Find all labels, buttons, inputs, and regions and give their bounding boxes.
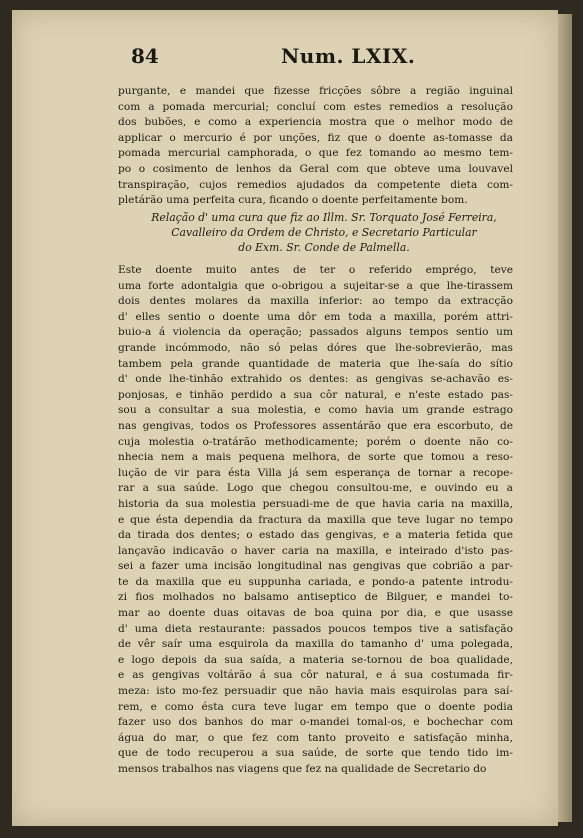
- text-line: que de todo recuperou a sua saúde, de sorte que tendo tido im-: [118, 747, 513, 760]
- text-line: rem, e como ésta cura teve lugar em tempo que o doente podia: [118, 700, 513, 713]
- body-paragraph: [118, 263, 513, 778]
- intro-paragraph: [118, 84, 513, 209]
- text-line: transpiração, cujos remedios ajudados da competente dieta com-: [118, 178, 513, 191]
- text-line: d' uma dieta restaurante: passados poucos tempos tive a satisfação: [118, 622, 513, 635]
- text-line: applicar o mercurio é por unções, fiz que o doente as-tomasse da: [118, 131, 513, 144]
- text-line: e que ésta dependia da fractura da maxilla que teve lugar no tempo: [118, 513, 513, 526]
- text-line: água do mar, o que fez com tanto proveito e satisfação minha,: [118, 731, 513, 744]
- text-line: pomada mercurial camphorada, o que fez tomando ao mesmo tem-: [118, 147, 513, 160]
- text-line: zi fios molhados no balsamo antiseptico de Bilguer, e mandei to-: [118, 591, 513, 604]
- page-number: 84: [131, 44, 159, 68]
- text-line: nas gengivas, todos os Professores assentárão que era escorbuto, de: [118, 419, 513, 432]
- text-line: grande incómmodo, não só pelas dóres que lhe-sobrevierão, mas: [118, 341, 513, 354]
- text-line: mensos trabalhos nas viagens que fez na qualidade de Secretario do: [118, 763, 487, 775]
- heading-line: Relação d' uma cura que fiz ao Illm. Sr. Torquato José Ferreira,: [151, 211, 497, 224]
- text-line: lançavão indicavão o haver caria na maxilla, e inteirado d'isto pas-: [118, 544, 513, 557]
- text-line: Este doente muito antes de ter o referido emprégo, teve: [118, 264, 513, 276]
- page-header: [131, 44, 511, 72]
- text-line: dois dentes molares da maxilla inferior: ao tempo da extracção: [118, 295, 513, 308]
- text-line: meza: isto mo-fez persuadir que não havia mais esquirolas para saí-: [118, 685, 513, 698]
- text-line: e as gengivas voltárão á sua côr natural, e á sua costumada fir-: [118, 669, 513, 682]
- text-line: sei a fazer uma incisão longitudinal nas gengivas que cobrião a par-: [118, 560, 513, 573]
- text-line: po o cosimento de lenhos da Geral com que obteve uma louvavel: [118, 162, 513, 175]
- text-line: rar a sua saúde. Logo que chegou consultou-me, e ouvindo eu a: [118, 482, 513, 495]
- text-line: purgante, e mandei que fizesse fricções sôbre a região inguinal: [118, 85, 513, 97]
- text-line: uma forte adontalgia que o-obrigou a sujeitar-se a que lhe-tirassem: [118, 279, 513, 292]
- text-line: nhecia nem a mais pequena melhora, de sorte que tomou a reso-: [118, 451, 513, 464]
- book-page-edge: [558, 14, 572, 822]
- text-line: fazer uso dos banhos do mar o-mandei tomal-os, e bochechar com: [118, 716, 513, 729]
- text-line: dos bubões, e como a experiencia mostra que o melhor modo de: [118, 116, 513, 129]
- text-line: tambem pela grande quantidade de materia que lhe-saía do sítio: [118, 357, 513, 370]
- heading-line: do Exm. Sr. Conde de Palmella.: [238, 241, 410, 254]
- text-line: de vêr saír uma esquirola da maxilla do tamanho d' uma polegada,: [118, 638, 513, 651]
- issue-title: Num. LXIX.: [281, 44, 416, 68]
- text-line: da tirada dos dentes; o estado das gengivas, e a materia fetida que: [118, 529, 513, 542]
- relacao-heading: [130, 210, 518, 255]
- text-line: sou a consultar a sua molestia, e como havia um grande estrago: [118, 404, 513, 417]
- text-line: te da maxilla que eu suppunha cariada, e pondo-a patente introdu-: [118, 575, 513, 588]
- text-line: com a pomada mercurial; concluí com estes remedios a resolução: [118, 100, 513, 113]
- text-line: buio-a á violencia da operação; passados alguns tempos sentio um: [118, 326, 513, 339]
- heading-line: Cavalleiro da Ordem de Christo, e Secretario Particular: [171, 226, 477, 239]
- text-line: ponjosas, e tinhão perdido a sua côr natural, e n'este estado pas-: [118, 388, 513, 401]
- text-line: pletárão uma perfeita cura, ficando o doente perfeitamente bom.: [118, 194, 468, 207]
- text-line: historia da sua molestia persuadi-me de que havia caria na maxilla,: [118, 497, 513, 510]
- text-line: mar ao doente duas oitavas de boa quina por dia, e que usasse: [118, 607, 513, 620]
- text-line: e logo depois da sua saída, a materia se-tornou de boa qualidade,: [118, 653, 513, 666]
- text-line: cuja molestia o-tratárão methodicamente; porém o doente não co-: [118, 435, 513, 448]
- text-line: d' elles sentio o doente uma dôr em toda a maxilla, porém attri-: [118, 310, 513, 323]
- text-line: d' onde lhe-tinhão extrahido os dentes: as gengivas se-achavão es-: [118, 373, 513, 386]
- text-line: lução de vir para ésta Villa já sem esperança de tornar a recope-: [118, 466, 513, 479]
